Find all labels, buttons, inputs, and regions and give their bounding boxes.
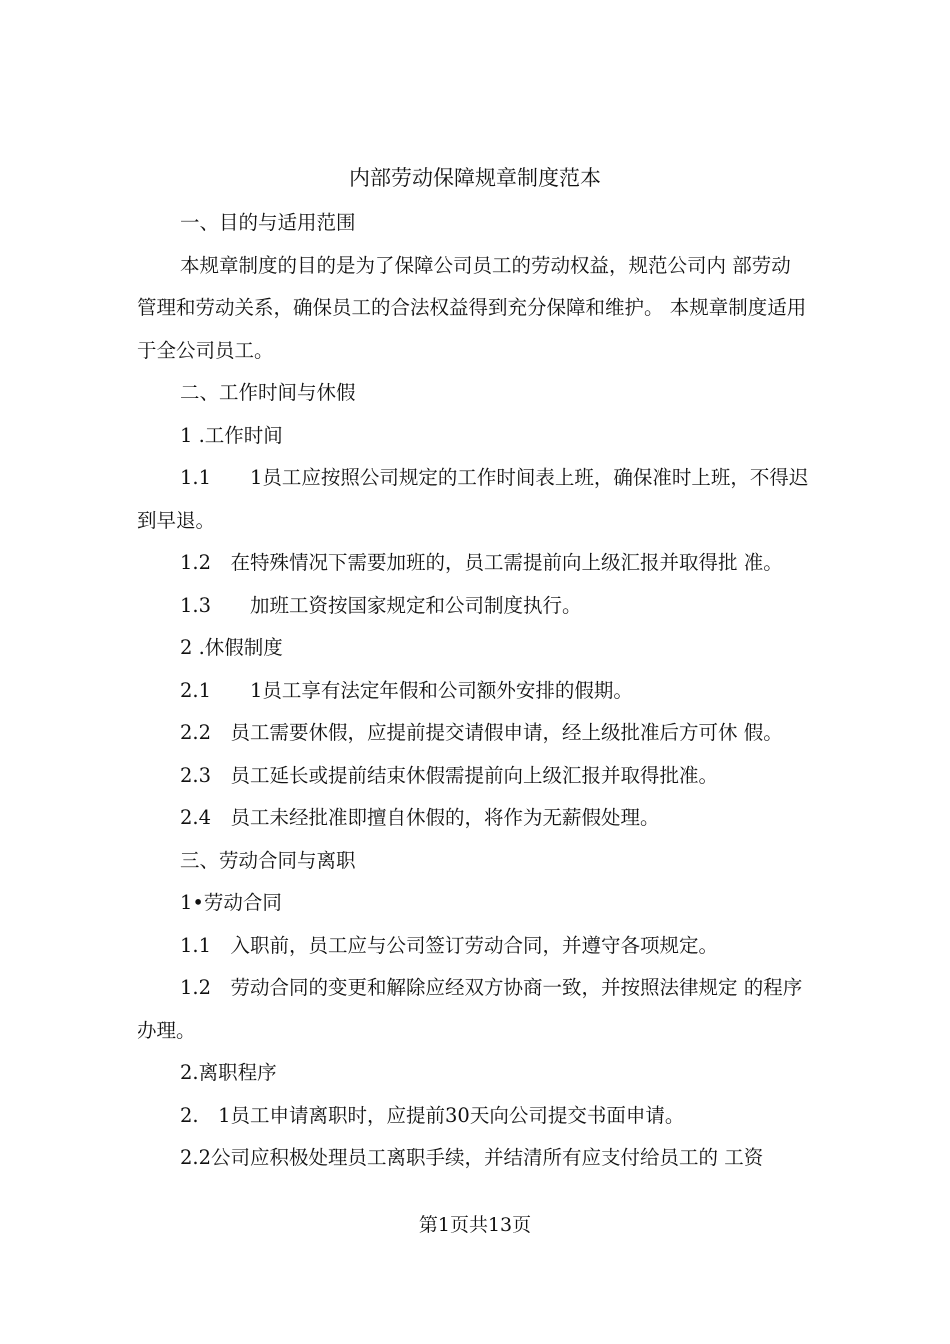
clause-paragraph: 1.1 1员工应按照公司规定的工作时间表上班，确保准时上班，不得迟到早退。	[137, 466, 809, 532]
subsection-heading: 1 .工作时间	[180, 423, 283, 447]
section-heading: 二、工作时间与休假	[180, 381, 356, 404]
clause-paragraph: 1.2 劳动合同的变更和解除应经双方协商一致，并按照法律规定 的程序办理。	[137, 976, 803, 1042]
clause-paragraph: 1.1 入职前，员工应与公司签订劳动合同，并遵守各项规定。	[180, 933, 719, 957]
body-paragraph: 本规章制度的目的是为了保障公司员工的劳动权益，规范公司内 部劳动管理和劳动关系，确保员工的合法权益得到充分保障和维护。 本规章制度适用于全公司员工。	[137, 253, 807, 362]
clause-paragraph: 2. 1员工申请离职时，应提前30天向公司提交书面申请。	[180, 1103, 685, 1127]
subsection-heading: 2 .休假制度	[180, 636, 283, 659]
clause-paragraph: 2.2 员工需要休假，应提前提交请假申请，经上级批准后方可休 假。	[180, 721, 783, 744]
clause-paragraph: 2.3 员工延长或提前结束休假需提前向上级汇报并取得批准。	[180, 763, 719, 787]
section-heading: 三、劳动合同与离职	[180, 848, 356, 872]
clause-paragraph: 2.4 员工未经批准即擅自休假的，将作为无薪假处理。	[180, 806, 660, 829]
subsection-heading: 1•劳动合同	[180, 891, 282, 914]
page-footer: 第1页共13页	[418, 1214, 532, 1236]
clause-paragraph: 2.1 1员工享有法定年假和公司额外安排的假期。	[180, 678, 633, 702]
document-body	[137, 202, 809, 1180]
document-title: 内部劳动保障规章制度范本	[349, 166, 601, 190]
clause-paragraph: 2.2公司应积极处理员工离职手续，并结清所有应支付给员工的 工资	[180, 1146, 764, 1169]
clause-paragraph: 1.2 在特殊情况下需要加班的，员工需提前向上级汇报并取得批 准。	[180, 551, 783, 574]
section-heading: 一、目的与适用范围	[180, 211, 356, 234]
clause-paragraph: 1.3 加班工资按国家规定和公司制度执行。	[180, 593, 582, 617]
subsection-heading: 2.离职程序	[180, 1061, 277, 1084]
